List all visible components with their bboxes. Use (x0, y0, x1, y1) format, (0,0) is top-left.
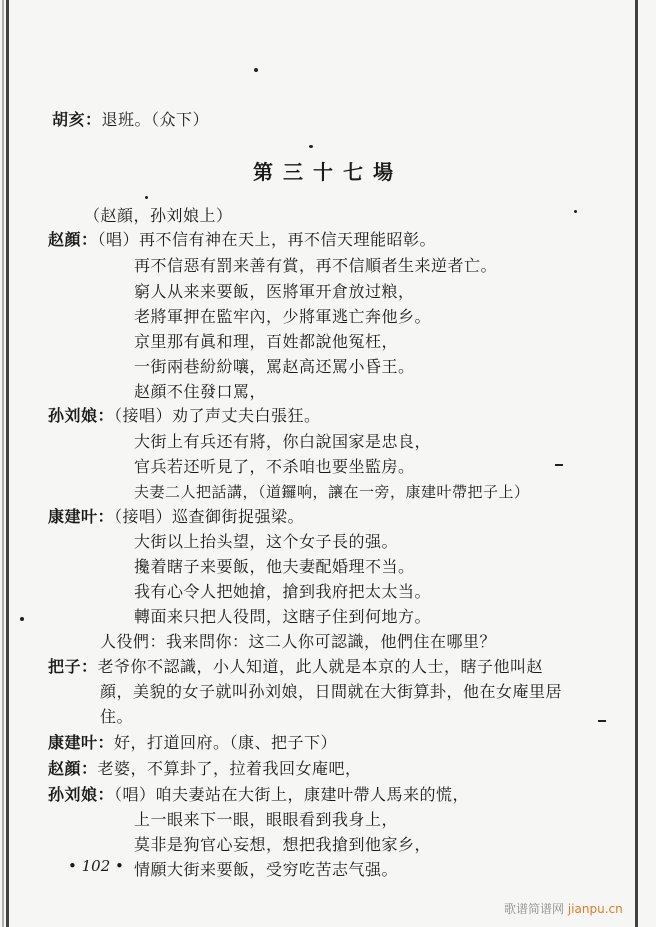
watermark-site-name: 歌谱简谱网 (504, 902, 565, 916)
dialogue-line (134, 557, 415, 577)
dialogue-line (48, 406, 321, 426)
dialogue-text: 轉面来只把人役問，这瞎子住到何地方。 (134, 607, 432, 626)
dialogue-line (48, 507, 304, 527)
dialogue-text: （接唱）劝了声丈夫白張狂。 (114, 406, 321, 425)
dialogue-text: 赵顔不住發口罵， (134, 382, 267, 401)
dialogue-text: 一街兩巷紛紛嚷，罵赵高还罵小昏王。 (134, 357, 415, 376)
dialogue-line (134, 607, 431, 627)
dialogue-text: 莫非是狗官心妄想，想把我搶到他家乡， (134, 835, 432, 854)
dialogue-text: 再不信惡有罰来善有賞，再不信順者生来逆者亡。 (134, 256, 498, 275)
speaker-label: 康建叶： (48, 507, 115, 526)
dialogue-line (134, 835, 431, 855)
dialogue-text: 住。 (100, 707, 134, 726)
page-number: • 102 • (68, 857, 124, 875)
speck (574, 210, 577, 213)
speaker-label: 胡亥： (52, 110, 102, 129)
dialogue-line (48, 759, 362, 779)
opening-line (52, 110, 209, 130)
dialogue-line (134, 382, 266, 402)
dialogue-line (134, 532, 398, 552)
speck (145, 196, 148, 199)
dialogue-line (134, 860, 398, 880)
speaker-label: 孙刘娘： (48, 785, 115, 804)
dialogue-line (48, 657, 543, 677)
dialogue-text: 上一眼来下一眼，眼眼看到我身上， (134, 810, 399, 829)
dialogue-line (134, 810, 398, 830)
dialogue-text: 官兵若还听見了，不杀咱也要坐監房。 (134, 457, 415, 476)
dialogue-text: 大街以上抬头望，这个女子長的强。 (134, 532, 399, 551)
speaker-label: 孙刘娘： (48, 406, 115, 425)
speaker-label: 康建叶： (48, 733, 115, 752)
speck (20, 617, 24, 621)
dialogue-text: 退班。（众下） (101, 110, 210, 129)
dialogue-line (134, 432, 431, 452)
dialogue-text: 老將軍押在監牢內，少將軍逃亡奔他乡。 (134, 307, 432, 326)
speck (555, 464, 563, 466)
dialogue-text: （接唱）巡查御街捉强梁。 (114, 507, 305, 526)
dialogue-text: 我有心令人把她搶，搶到我府把太太当。 (134, 582, 432, 601)
dialogue-line (134, 357, 415, 377)
speaker-label: 赵顔： (48, 230, 98, 249)
dialogue-text: 夫妻二人把話講，（道鑼响，讓在一旁，康建叶帶把子上） (134, 483, 530, 501)
dialogue-text: 情願大街来要飯，受穷吃苦志气强。 (134, 860, 399, 879)
dialogue-text: 老婆，不算卦了，拉着我回女庵吧， (97, 759, 362, 778)
speaker-label: 赵顔： (48, 759, 98, 778)
dialogue-text: 人役們：我来問你：这二人你可認識，他們住在哪里？ (100, 632, 497, 651)
dialogue-text: 好，打道回府。（康、把子下） (114, 733, 338, 752)
dialogue-text: 窮人从来来要飯，医將軍开倉放过粮， (134, 282, 415, 301)
dialogue-line (48, 785, 469, 805)
watermark (504, 900, 623, 917)
dialogue-line (134, 482, 530, 502)
dialogue-line (48, 733, 337, 753)
dialogue-line (134, 582, 431, 602)
dialogue-text: 老爷你不認識，小人知道，此人就是本京的人士，瞎子他叫赵 (97, 657, 544, 676)
stage-direction: （赵顔，孙刘娘上） (84, 206, 233, 225)
dialogue-line (100, 632, 496, 652)
speck (309, 145, 313, 148)
dialogue-line (100, 707, 133, 727)
dialogue-line (134, 332, 398, 352)
page-edge-left-outer (2, 0, 4, 927)
dialogue-line (134, 457, 415, 477)
dialogue-line (134, 256, 497, 276)
dialogue-text: 大街上有兵还有將，你白說国家是忠良， (134, 432, 432, 451)
page-edge-right (635, 0, 638, 927)
dialogue-text: 顔，美貌的女子就叫孙刘娘，日間就在大街算卦，他在女庵里居 (100, 682, 563, 701)
watermark-url: jianpu.cn (567, 902, 623, 916)
dialogue-line (100, 682, 562, 702)
dialogue-line (134, 307, 431, 327)
scene-title: 第三十七場 (253, 160, 403, 184)
dialogue-text: （唱）再不信有神在天上，再不信天理能昭彰。 (97, 230, 437, 249)
dialogue-line (48, 230, 436, 250)
speck (254, 68, 258, 72)
dialogue-text: （唱）咱夫妻站在大街上，康建叶帶人馬来的慌， (114, 785, 470, 804)
dialogue-text: 攙着瞎子来要飯，他夫妻配婚理不当。 (134, 557, 415, 576)
speaker-label: 把子： (48, 657, 98, 676)
dialogue-text: 京里那有眞和理，百姓都說他冤枉， (134, 332, 399, 351)
page-edge-left (6, 0, 9, 927)
dialogue-line (134, 282, 415, 302)
speck (598, 720, 606, 722)
